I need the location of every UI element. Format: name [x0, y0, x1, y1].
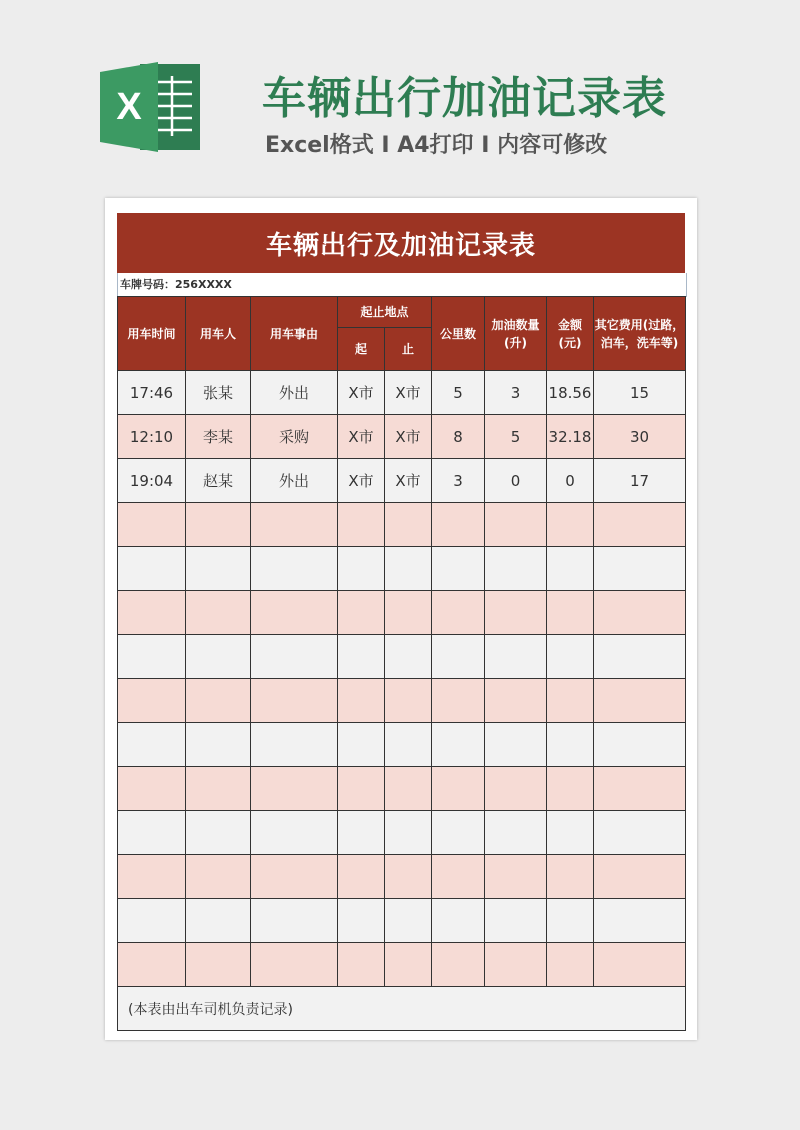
empty-cell[interactable] [485, 811, 547, 855]
empty-cell[interactable] [118, 855, 186, 899]
empty-cell[interactable] [385, 767, 432, 811]
empty-cell[interactable] [338, 899, 385, 943]
empty-cell[interactable] [485, 943, 547, 987]
empty-cell[interactable] [432, 943, 485, 987]
empty-cell[interactable] [338, 635, 385, 679]
empty-table-row[interactable] [118, 635, 686, 679]
empty-cell[interactable] [485, 767, 547, 811]
empty-cell[interactable] [432, 679, 485, 723]
empty-cell[interactable] [385, 723, 432, 767]
cell-to[interactable]: X市 [385, 415, 432, 459]
empty-cell[interactable] [594, 855, 686, 899]
header-reason: 用车事由 [251, 297, 338, 371]
empty-cell[interactable] [385, 635, 432, 679]
cell-fuel[interactable]: 5 [485, 415, 547, 459]
header-fuel: 加油数量(升) [485, 297, 547, 371]
empty-cell[interactable] [385, 679, 432, 723]
empty-cell[interactable] [432, 591, 485, 635]
empty-cell[interactable] [547, 723, 594, 767]
empty-cell[interactable] [186, 547, 251, 591]
empty-cell[interactable] [594, 635, 686, 679]
empty-cell[interactable] [432, 547, 485, 591]
empty-table-row[interactable] [118, 855, 686, 899]
empty-cell[interactable] [186, 503, 251, 547]
empty-table-row[interactable] [118, 767, 686, 811]
empty-table-row[interactable] [118, 899, 686, 943]
cell-fuel[interactable]: 3 [485, 371, 547, 415]
header-to: 止 [385, 328, 432, 371]
cell-km[interactable]: 8 [432, 415, 485, 459]
empty-cell[interactable] [251, 547, 338, 591]
empty-cell[interactable] [485, 723, 547, 767]
empty-cell[interactable] [251, 591, 338, 635]
empty-cell[interactable] [485, 503, 547, 547]
empty-cell[interactable] [186, 591, 251, 635]
empty-table-row[interactable] [118, 503, 686, 547]
empty-cell[interactable] [594, 591, 686, 635]
empty-cell[interactable] [485, 899, 547, 943]
empty-cell[interactable] [594, 503, 686, 547]
empty-cell[interactable] [432, 811, 485, 855]
empty-cell[interactable] [118, 767, 186, 811]
empty-cell[interactable] [547, 547, 594, 591]
empty-cell[interactable] [118, 547, 186, 591]
cell-time[interactable]: 12:10 [118, 415, 186, 459]
empty-cell[interactable] [186, 679, 251, 723]
empty-cell[interactable] [251, 723, 338, 767]
empty-cell[interactable] [251, 679, 338, 723]
empty-cell[interactable] [594, 679, 686, 723]
empty-cell[interactable] [338, 679, 385, 723]
sheet-title: 车辆出行及加油记录表 [117, 213, 685, 273]
empty-cell[interactable] [385, 855, 432, 899]
empty-cell[interactable] [118, 723, 186, 767]
cell-fuel[interactable]: 0 [485, 459, 547, 503]
empty-table-row[interactable] [118, 723, 686, 767]
cell-from[interactable]: X市 [338, 415, 385, 459]
empty-cell[interactable] [547, 679, 594, 723]
empty-cell[interactable] [385, 943, 432, 987]
cell-other[interactable]: 30 [594, 415, 686, 459]
empty-cell[interactable] [338, 503, 385, 547]
empty-cell[interactable] [594, 723, 686, 767]
plate-number-label: 车牌号码：256XXXX [117, 273, 687, 297]
header-user: 用车人 [186, 297, 251, 371]
empty-cell[interactable] [118, 899, 186, 943]
empty-cell[interactable] [251, 767, 338, 811]
empty-cell[interactable] [186, 767, 251, 811]
cell-from[interactable]: X市 [338, 459, 385, 503]
empty-cell[interactable] [338, 591, 385, 635]
empty-cell[interactable] [547, 899, 594, 943]
cell-reason[interactable]: 外出 [251, 459, 338, 503]
empty-cell[interactable] [338, 767, 385, 811]
empty-cell[interactable] [338, 943, 385, 987]
page-title: 车辆出行加油记录表 [262, 73, 667, 124]
empty-cell[interactable] [594, 811, 686, 855]
record-table [117, 296, 686, 1031]
empty-cell[interactable] [118, 635, 186, 679]
empty-cell[interactable] [485, 635, 547, 679]
empty-cell[interactable] [547, 591, 594, 635]
empty-cell[interactable] [547, 943, 594, 987]
empty-cell[interactable] [186, 899, 251, 943]
page-subtitle: Excel格式 I A4打印 I 内容可修改 [265, 133, 608, 158]
empty-cell[interactable] [251, 811, 338, 855]
cell-time[interactable]: 17:46 [118, 371, 186, 415]
cell-to[interactable]: X市 [385, 371, 432, 415]
empty-cell[interactable] [118, 943, 186, 987]
empty-cell[interactable] [118, 811, 186, 855]
empty-cell[interactable] [186, 811, 251, 855]
cell-reason[interactable]: 采购 [251, 415, 338, 459]
empty-cell[interactable] [186, 723, 251, 767]
empty-table-row[interactable] [118, 679, 686, 723]
empty-table-row[interactable] [118, 811, 686, 855]
empty-cell[interactable] [432, 635, 485, 679]
empty-cell[interactable] [547, 635, 594, 679]
empty-cell[interactable] [594, 547, 686, 591]
table-row[interactable] [118, 371, 686, 415]
empty-cell[interactable] [338, 723, 385, 767]
empty-cell[interactable] [432, 855, 485, 899]
empty-cell[interactable] [251, 503, 338, 547]
empty-cell[interactable] [251, 943, 338, 987]
empty-cell[interactable] [385, 811, 432, 855]
empty-cell[interactable] [251, 635, 338, 679]
empty-cell[interactable] [547, 503, 594, 547]
header-other: 其它费用(过路，泊车，洗车等) [594, 297, 686, 371]
empty-cell[interactable] [251, 855, 338, 899]
empty-cell[interactable] [485, 855, 547, 899]
table-row[interactable] [118, 459, 686, 503]
header-amount: 金额(元) [547, 297, 594, 371]
empty-cell[interactable] [385, 899, 432, 943]
cell-from[interactable]: X市 [338, 371, 385, 415]
empty-cell[interactable] [338, 811, 385, 855]
empty-cell[interactable] [432, 899, 485, 943]
table-row[interactable] [118, 415, 686, 459]
header-location: 起止地点 [338, 297, 432, 328]
empty-cell[interactable] [118, 503, 186, 547]
cell-amount[interactable]: 18.56 [547, 371, 594, 415]
empty-cell[interactable] [432, 723, 485, 767]
empty-cell[interactable] [547, 767, 594, 811]
cell-other[interactable]: 17 [594, 459, 686, 503]
cell-user[interactable]: 赵某 [186, 459, 251, 503]
empty-cell[interactable] [547, 811, 594, 855]
cell-km[interactable]: 3 [432, 459, 485, 503]
empty-cell[interactable] [338, 855, 385, 899]
cell-user[interactable]: 张某 [186, 371, 251, 415]
empty-cell[interactable] [432, 503, 485, 547]
empty-cell[interactable] [118, 679, 186, 723]
empty-cell[interactable] [547, 855, 594, 899]
empty-cell[interactable] [485, 547, 547, 591]
header-time: 用车时间 [118, 297, 186, 371]
empty-cell[interactable] [118, 591, 186, 635]
empty-cell[interactable] [186, 635, 251, 679]
table-note: (本表由出车司机负责记录) [118, 987, 686, 1031]
empty-cell[interactable] [485, 679, 547, 723]
header-from: 起 [338, 328, 385, 371]
header-km: 公里数 [432, 297, 485, 371]
cell-amount[interactable]: 32.18 [547, 415, 594, 459]
empty-cell[interactable] [251, 899, 338, 943]
cell-km[interactable]: 5 [432, 371, 485, 415]
cell-user[interactable]: 李某 [186, 415, 251, 459]
empty-cell[interactable] [186, 943, 251, 987]
logo-letter: X [116, 86, 142, 128]
empty-table-row[interactable] [118, 547, 686, 591]
empty-cell[interactable] [385, 503, 432, 547]
empty-cell[interactable] [338, 547, 385, 591]
empty-table-row[interactable] [118, 943, 686, 987]
empty-table-row[interactable] [118, 591, 686, 635]
cell-reason[interactable]: 外出 [251, 371, 338, 415]
empty-cell[interactable] [385, 591, 432, 635]
excel-logo-icon [100, 62, 202, 152]
empty-cell[interactable] [485, 591, 547, 635]
cell-amount[interactable]: 0 [547, 459, 594, 503]
cell-to[interactable]: X市 [385, 459, 432, 503]
cell-time[interactable]: 19:04 [118, 459, 186, 503]
empty-cell[interactable] [385, 547, 432, 591]
empty-cell[interactable] [594, 899, 686, 943]
empty-cell[interactable] [594, 943, 686, 987]
empty-cell[interactable] [186, 855, 251, 899]
cell-other[interactable]: 15 [594, 371, 686, 415]
empty-cell[interactable] [432, 767, 485, 811]
empty-cell[interactable] [594, 767, 686, 811]
